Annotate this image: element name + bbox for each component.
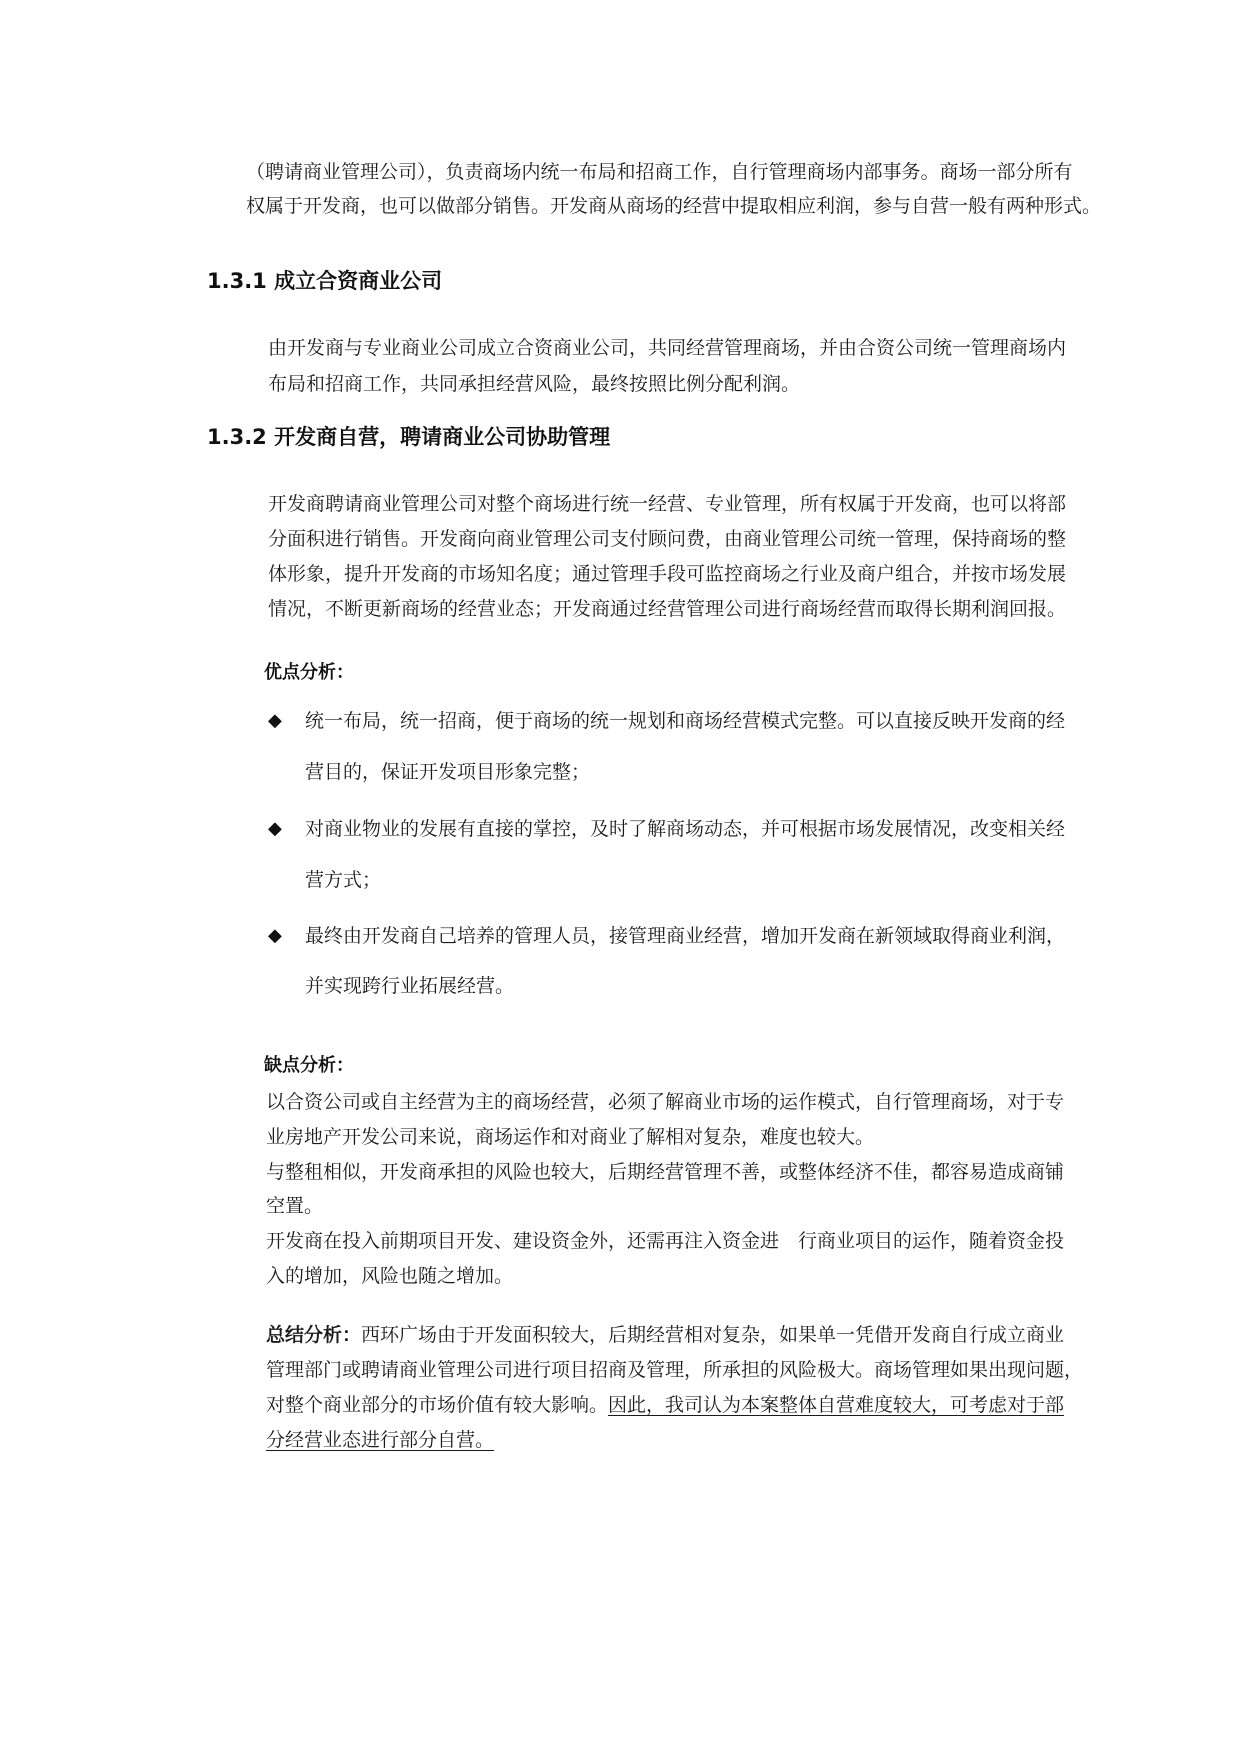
summary-label: 总结分析： [266, 1324, 362, 1346]
disadvantages-line-2: 业房地产开发公司来说，商场运作和对商业了解相对复杂，难度也较大。 [266, 1126, 875, 1148]
summary-line-3 [266, 1393, 1064, 1417]
disadvantages-label: 缺点分析： [264, 1055, 354, 1076]
section-1-3-2-line-4: 情况，不断更新商场的经营业态；开发商通过经营管理公司进行商场经营而取得长期利润回报。 [268, 598, 1067, 620]
advantage-item-1-line-1: 统一布局，统一招商，便于商场的统一规划和商场经营模式完整。可以直接反映开发商的经 [305, 710, 1066, 732]
advantage-item-3-line-1: 最终由开发商自己培养的管理人员，接管理商业经营，增加开发商在新领域取得商业利润， [305, 925, 1066, 947]
section-1-3-2-line-3: 体形象，提升开发商的市场知名度；通过管理手段可监控商场之行业及商户组合，并按市场发展 [268, 563, 1067, 585]
summary-line-4 [266, 1428, 494, 1452]
bullet-icon: ◆ [268, 818, 282, 839]
disadvantages-line-3: 与整租相似，开发商承担的风险也较大，后期经营管理不善，或整体经济不佳，都容易造成商铺 [266, 1161, 1065, 1183]
section-1-3-2-line-1: 开发商聘请商业管理公司对整个商场进行统一经营、专业管理，所有权属于开发商，也可以将部 [268, 493, 1067, 515]
section-1-3-2-line-2: 分面积进行销售。开发商向商业管理公司支付顾问费，由商业管理公司统一管理，保持商场的整 [268, 528, 1067, 550]
disadvantages-line-5: 开发商在投入前期项目开发、建设资金外，还需再注入资金进 行商业项目的运作，随着资金投 [266, 1230, 1065, 1252]
section-1-3-1-line-2: 布局和招商工作，共同承担经营风险，最终按照比例分配利润。 [268, 373, 801, 395]
bullet-icon: ◆ [268, 925, 282, 946]
advantage-item-2-line-1: 对商业物业的发展有直接的掌控，及时了解商场动态，并可根据市场发展情况，改变相关经 [305, 818, 1066, 840]
advantage-item-3-line-2: 并实现跨行业拓展经营。 [305, 975, 515, 997]
summary-line-2: 管理部门或聘请商业管理公司进行项目招商及管理，所承担的风险极大。商场管理如果出现问题， [266, 1359, 1084, 1381]
intro-line-1: （聘请商业管理公司），负责商场内统一布局和招商工作，自行管理商场内部事务。商场一部分所有 [246, 161, 1073, 183]
advantages-label: 优点分析： [264, 662, 354, 683]
summary-conclusion: 因此，我司认为本案整体自营难度较大，可考虑对于部 [608, 1394, 1065, 1416]
intro-line-2: 权属于开发商，也可以做部分销售。开发商从商场的经营中提取相应利润，参与自营一般有两种形式。 [246, 195, 1102, 217]
advantage-item-2-line-2: 营方式； [305, 869, 382, 891]
bullet-icon: ◆ [268, 710, 282, 731]
disadvantages-line-1: 以合资公司或自主经营为主的商场经营，必须了解商业市场的运作模式，自行管理商场，对于专 [266, 1091, 1065, 1113]
section-heading-1-3-1: 1.3.1 成立合资商业公司 [207, 269, 443, 293]
section-heading-1-3-2: 1.3.2 开发商自营，聘请商业公司协助管理 [207, 425, 611, 449]
summary-conclusion-cont: 分经营业态进行部分自营。 [266, 1429, 495, 1451]
section-1-3-1-line-1: 由开发商与专业商业公司成立合资商业公司，共同经营管理商场，并由合资公司统一管理商场内 [268, 337, 1067, 359]
disadvantages-line-6: 入的增加，风险也随之增加。 [266, 1265, 514, 1287]
summary-line-3-text: 对整个商业部分的市场价值有较大影响。 [266, 1394, 609, 1416]
summary-line-1 [266, 1323, 1064, 1347]
advantage-item-1-line-2: 营目的，保证开发项目形象完整； [305, 761, 591, 783]
summary-line-1-text: 西环广场由于开发面积较大，后期经营相对复杂，如果单一凭借开发商自行成立商业 [361, 1324, 1065, 1346]
disadvantages-line-4: 空置。 [266, 1195, 324, 1217]
